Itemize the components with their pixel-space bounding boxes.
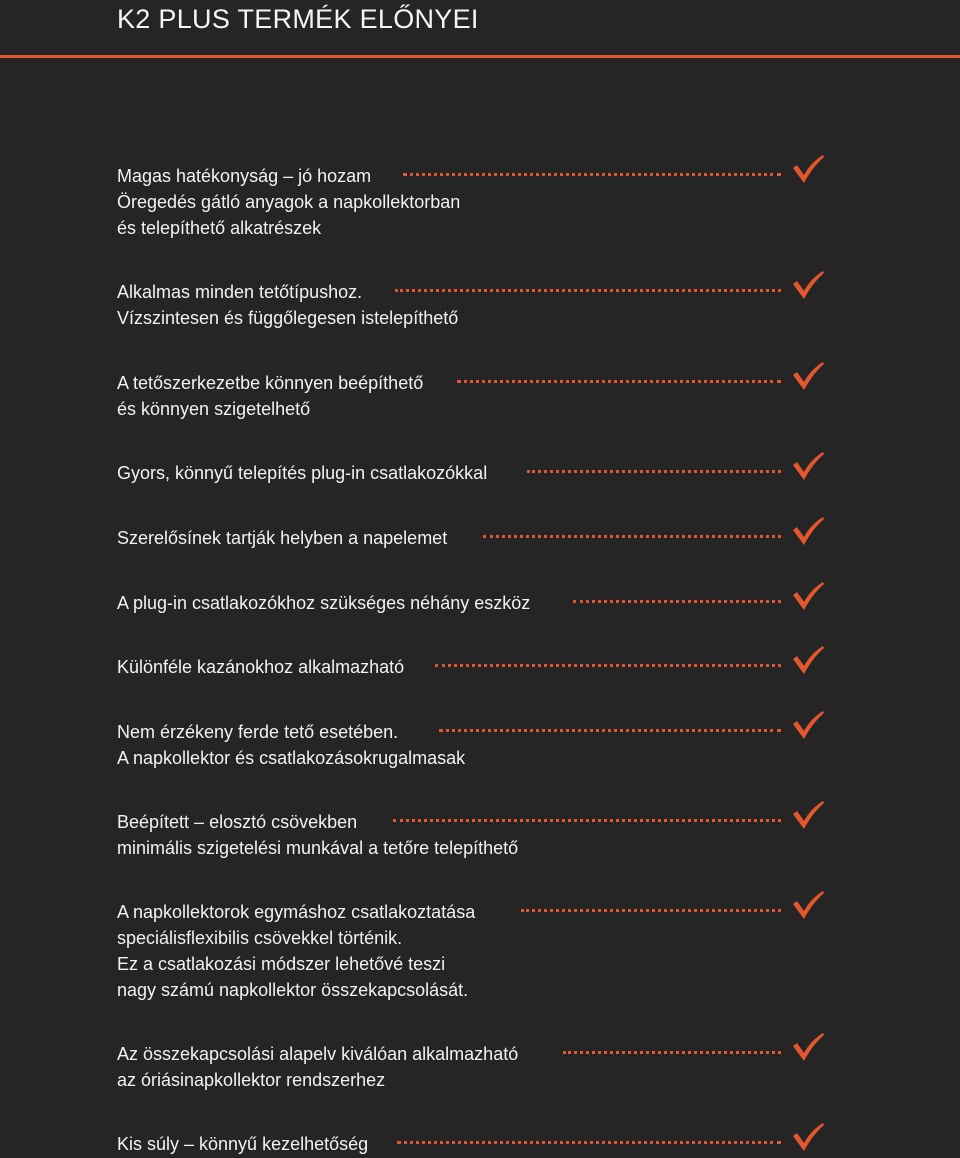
benefit-text: Az összekapcsolási alapelv kiválóan alkalmazható — [117, 1044, 519, 1064]
checkmark-icon — [791, 516, 825, 546]
checkmark-icon — [791, 154, 825, 184]
benefit-item — [117, 719, 902, 799]
benefit-item — [117, 370, 902, 450]
benefit-item — [117, 1041, 902, 1121]
page-header — [0, 0, 960, 58]
benefit-text: Szerelősínek tartják helyben a napelemet — [117, 528, 448, 548]
dotted-leader — [393, 819, 781, 822]
benefit-text: Magas hatékonyság – jó hozam — [117, 166, 372, 186]
benefit-item — [117, 809, 902, 889]
benefit-text: Különféle kazánokhoz alkalmazható — [117, 657, 405, 677]
benefit-text: Öregedés gátló anyagok a napkollektorban — [117, 192, 461, 212]
checkmark-icon — [791, 270, 825, 300]
benefit-text: Nem érzékeny ferde tető esetében. — [117, 722, 399, 742]
checkmark-icon — [791, 1032, 825, 1062]
benefit-text: Vízszintesen és függőlegesen istelepíthető — [117, 308, 459, 328]
benefit-text: Gyors, könnyű telepítés plug-in csatlakozókkal — [117, 463, 488, 483]
benefit-text: A napkollektorok egymáshoz csatlakoztatása — [117, 902, 476, 922]
dotted-leader — [521, 909, 781, 912]
benefit-text: A plug-in csatlakozókhoz szükséges néhány eszköz — [117, 593, 531, 613]
benefit-text: Ez a csatlakozási módszer lehetővé teszi — [117, 954, 446, 974]
benefit-text: Beépített – elosztó csövekben — [117, 812, 358, 832]
benefit-item — [117, 163, 902, 243]
benefit-text: az óriásinapkollektor rendszerhez — [117, 1070, 386, 1090]
dotted-leader — [483, 535, 781, 538]
dotted-leader — [527, 470, 781, 473]
dotted-leader — [439, 729, 781, 732]
dotted-leader — [457, 380, 781, 383]
benefit-text: A tetőszerkezetbe könnyen beépíthető — [117, 373, 424, 393]
checkmark-icon — [791, 581, 825, 611]
checkmark-icon — [791, 451, 825, 481]
benefit-text: Kis súly – könnyű kezelhetőség — [117, 1134, 369, 1154]
benefit-text: speciálisflexibilis csövekkel történik. — [117, 928, 403, 948]
dotted-leader — [395, 289, 781, 292]
dotted-leader — [573, 600, 781, 603]
benefit-text: és telepíthető alkatrészek — [117, 218, 322, 238]
checkmark-icon — [791, 890, 825, 920]
checkmark-icon — [791, 645, 825, 675]
dotted-leader — [563, 1051, 781, 1054]
dotted-leader — [435, 664, 781, 667]
benefit-item — [117, 899, 902, 1009]
checkmark-icon — [791, 1122, 825, 1152]
page-title: K2 PLUS TERMÉK ELŐNYEI — [117, 4, 479, 34]
benefit-text: A napkollektor és csatlakozásokrugalmasak — [117, 748, 466, 768]
checkmark-icon — [791, 800, 825, 830]
checkmark-icon — [791, 361, 825, 391]
checkmark-icon — [791, 710, 825, 740]
benefit-item — [117, 1131, 902, 1158]
benefit-item — [117, 279, 902, 359]
benefit-text: és könnyen szigetelhető — [117, 399, 311, 419]
dotted-leader — [403, 173, 781, 176]
benefit-text: nagy számú napkollektor összekapcsolását. — [117, 980, 469, 1000]
benefit-text: minimális szigetelési munkával a tetőre telepíthető — [117, 838, 519, 858]
benefit-text: Alkalmas minden tetőtípushoz. — [117, 282, 363, 302]
dotted-leader — [397, 1141, 781, 1144]
